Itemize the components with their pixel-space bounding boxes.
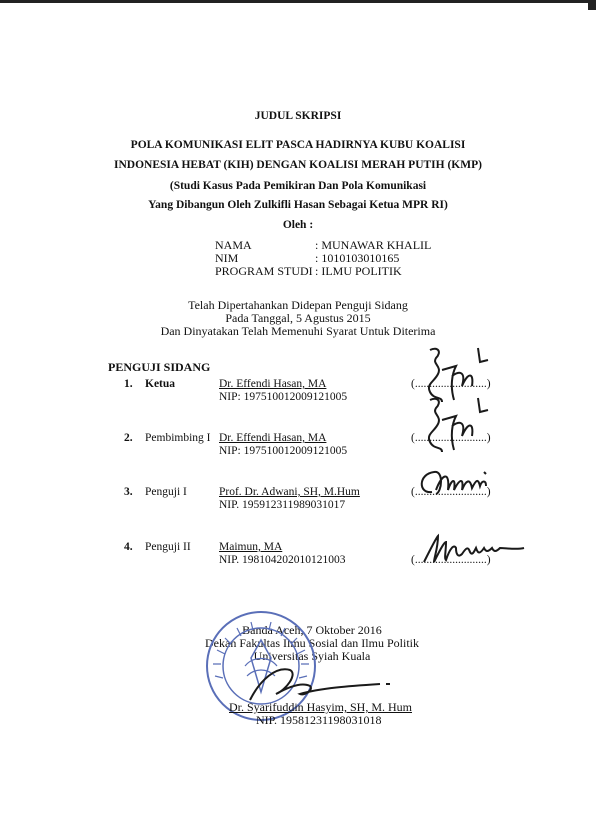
author-name-label: NAMA (215, 238, 252, 252)
dean-name: Dr. Syarifuddin Hasyim, SH, M. Hum (229, 700, 412, 714)
by-label: Oleh : (282, 219, 314, 231)
defense-line-3: Dan Dinyatakan Telah Memenuhi Syarat Untuk Diterima (160, 324, 436, 338)
thesis-title-line-1: POLA KOMUNIKASI ELIT PASCA HADIRNYA KUBU KOALISI (130, 139, 466, 151)
dean-nip: NIP. 19581231198031018 (256, 713, 382, 727)
signature-penguji-2 (420, 528, 530, 568)
examiner-nip: NIP: 197510012009121005 (219, 445, 348, 457)
approval-university: Universitas Syiah Kuala (253, 649, 371, 663)
thesis-title-line-2: INDONESIA HEBAT (KIH) DENGAN KOALISI MERAH PUTIH (KMP) (114, 159, 482, 171)
author-name-value: : MUNAWAR KHALIL (315, 238, 432, 252)
thesis-subtitle-line-1: (Studi Kasus Pada Pemikiran Dan Pola Komunikasi (169, 180, 427, 192)
examiners-heading: PENGUJI SIDANG (108, 360, 211, 374)
author-nim-value: : 1010103010165 (315, 251, 400, 265)
scan-edge (0, 0, 596, 3)
author-nim-label: NIM (215, 251, 239, 265)
thesis-subtitle-line-2: Yang Dibangun Oleh Zulkifli Hasan Sebagai Ketua MPR RI) (148, 199, 448, 211)
examiner-role: Ketua (145, 378, 176, 390)
examiner-nip: NIP. 195912311989031017 (219, 499, 346, 511)
signature-line: (.........................) (411, 378, 491, 390)
examiner-nip: NIP. 198104202010121003 (219, 554, 346, 566)
signature-line: (.........................) (411, 432, 491, 444)
examiner-name: Maimun, MA (219, 541, 283, 553)
author-program-label: PROGRAM STUDI (215, 264, 313, 278)
examiner-number: 1. (124, 378, 133, 390)
defense-line-2: Pada Tanggal, 5 Agustus 2015 (225, 311, 371, 325)
approval-position: Dekan Fakultas Ilmu Sosial dan Ilmu Politik (205, 636, 419, 650)
examiner-role: Penguji II (145, 541, 191, 553)
scan-corner (588, 0, 596, 10)
examiner-number: 4. (124, 541, 133, 553)
examiner-name: Dr. Effendi Hasan, MA (219, 378, 327, 390)
document-heading: JUDUL SKRIPSI (254, 110, 342, 122)
approval-place-date: Banda Aceh, 7 Oktober 2016 (242, 623, 382, 637)
examiner-name: Prof. Dr. Adwani, SH, M.Hum (219, 486, 360, 498)
signature-line: (.........................) (411, 486, 491, 498)
examiner-nip: NIP: 197510012009121005 (219, 391, 348, 403)
examiner-role: Penguji I (145, 486, 187, 498)
signature-line: (.........................) (411, 554, 491, 566)
examiner-name: Dr. Effendi Hasan, MA (219, 432, 327, 444)
signature-penguji-1 (412, 464, 502, 504)
author-program-value: : ILMU POLITIK (315, 264, 402, 278)
examiner-number: 2. (124, 432, 133, 444)
signature-pembimbing (412, 392, 502, 460)
examiner-role: Pembimbing I (145, 432, 211, 444)
examiner-number: 3. (124, 486, 133, 498)
defense-line-1: Telah Dipertahankan Didepan Penguji Sidang (188, 298, 408, 312)
